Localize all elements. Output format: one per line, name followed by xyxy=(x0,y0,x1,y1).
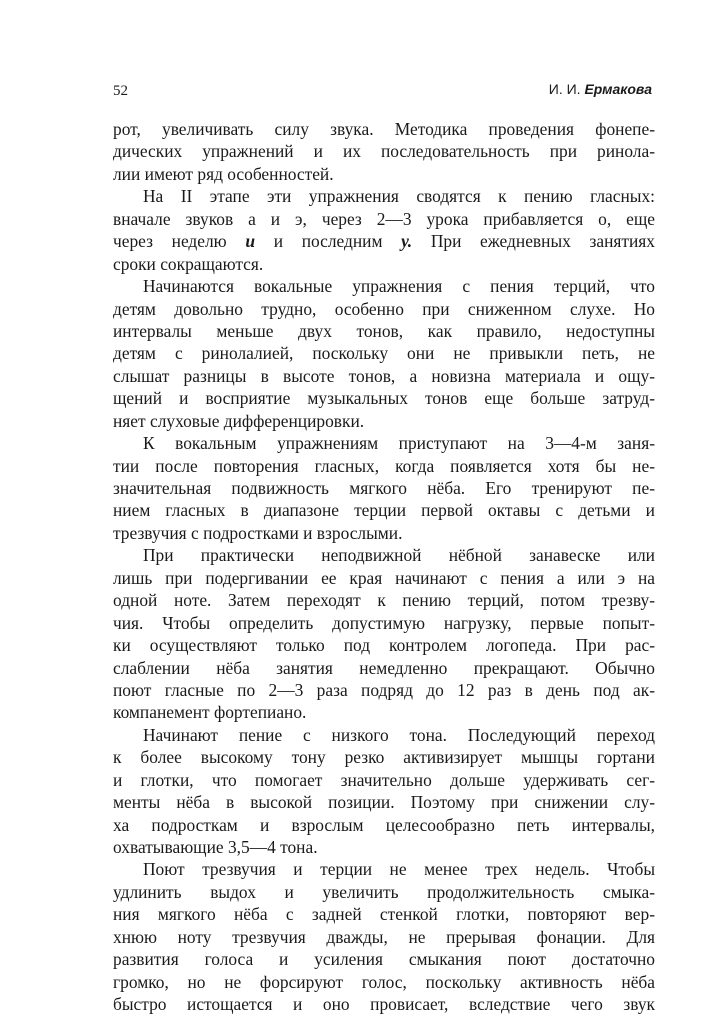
text-line: интервалы меньше двух тонов, как правило, недоступны xyxy=(113,320,655,341)
text-line: няет слуховые дифференцировки. xyxy=(113,410,365,431)
text-line: развития голоса и усиления смыкания поют достаточно xyxy=(113,949,655,970)
text-run: При ежедневных занятиях xyxy=(412,231,655,252)
text-line: Поют трезвучия и терции не менее трех недель. Чтобы xyxy=(143,859,655,880)
page-number: 52 xyxy=(113,83,128,99)
paragraph xyxy=(113,118,655,185)
text-line: ния мягкого нёба с задней стенкой глотки, повторяют вер- xyxy=(113,904,655,925)
paragraph xyxy=(113,432,655,544)
text-line: Начинаются вокальные упражнения с пения терций, что xyxy=(143,276,655,297)
text-line: слышат разницы в высоте тонов, а новизна материала и ощу- xyxy=(113,365,655,386)
paragraph xyxy=(113,858,655,1015)
text-line: К вокальным упражнениям приступают на 3—4-м заня- xyxy=(143,433,655,454)
text-line: охватывающие 3,5—4 тона. xyxy=(113,837,318,857)
text-line: тии после повторения гласных, когда появляется хотя бы не- xyxy=(113,455,655,476)
text-line: к более высокому тону резко активизирует мышцы гортани xyxy=(113,747,655,768)
text-line: сроки сокращаются. xyxy=(113,253,264,274)
running-header xyxy=(113,81,652,103)
text-line: трезвучия с подростками и взрослыми. xyxy=(113,522,403,543)
text-line: лишь при подергивании ее края начинают с пения а или э на xyxy=(113,567,655,588)
text-line: щений и восприятие музыкальных тонов еще больше затруд- xyxy=(113,388,655,409)
text-line: и глотки, что помогает значительно дольше удерживать сег- xyxy=(113,769,655,790)
text-line: слаблении нёба занятия немедленно прекращают. Обычно xyxy=(113,657,655,678)
text-line xyxy=(113,230,655,252)
text-run: через неделю xyxy=(113,231,246,252)
text-line: рот, увеличивать силу звука. Методика проведения фонепе- xyxy=(113,119,655,139)
text-line: одной ноте. Затем переходят к пению терций, потом трезву- xyxy=(113,590,655,611)
author-surname: Ермакова xyxy=(584,81,652,97)
text-line: удлинить выдох и увеличить продолжительность смыка- xyxy=(113,881,655,902)
text-line: лии имеют ряд особенностей. xyxy=(113,163,334,184)
text-line: быстро истощается и оно провисает, вследствие чего звук xyxy=(113,994,655,1015)
text-line: ха подросткам и взрослым целесообразно петь интервалы, xyxy=(113,814,655,835)
paragraph xyxy=(113,185,655,275)
author-initials: И. И. xyxy=(548,81,581,97)
text-line: нием гласных в диапазоне терции первой октавы с детьми и xyxy=(113,500,655,521)
text-line: поют гласные по 2—3 раза подряд до 12 раз в день под ак- xyxy=(113,679,655,700)
paragraph xyxy=(113,724,655,859)
text-line: ки осуществляют только под контролем логопеда. При рас- xyxy=(113,635,655,656)
emphasized-vowel: у. xyxy=(401,231,413,252)
text-line: чия. Чтобы определить допустимую нагрузку, первые попыт- xyxy=(113,612,655,633)
text-line: При практически неподвижной нёбной занавеске или xyxy=(143,545,655,566)
text-line: громко, но не форсируют голос, поскольку активность нёба xyxy=(113,971,655,992)
paragraph xyxy=(113,544,655,724)
text-run: и последним xyxy=(255,231,402,252)
text-line: Начинают пение с низкого тона. Последующий переход xyxy=(143,724,655,745)
body-text xyxy=(113,118,655,1016)
text-line: вначале звуков а и э, через 2—3 урока прибавляется о, еще xyxy=(113,208,655,229)
emphasized-vowel: и xyxy=(245,231,256,252)
text-line: дических упражнений и их последовательность при ринола- xyxy=(113,141,655,162)
running-author xyxy=(549,81,652,97)
text-line: детям довольно трудно, особенно при сниженном слухе. Но xyxy=(113,298,655,319)
text-line: менты нёба в высокой позиции. Поэтому при снижении слу- xyxy=(113,792,655,813)
text-line: хнюю ноту трезвучия дважды, не прерывая фонации. Для xyxy=(113,926,655,947)
text-line: компанемент фортепиано. xyxy=(113,702,307,723)
text-line: На II этапе эти упражнения сводятся к пению гласных: xyxy=(143,186,655,207)
paragraph xyxy=(113,275,655,432)
text-line: детям с ринолалией, поскольку они не привыкли петь, не xyxy=(113,343,655,364)
text-line: значительная подвижность мягкого нёба. Его тренируют пе- xyxy=(113,478,655,498)
